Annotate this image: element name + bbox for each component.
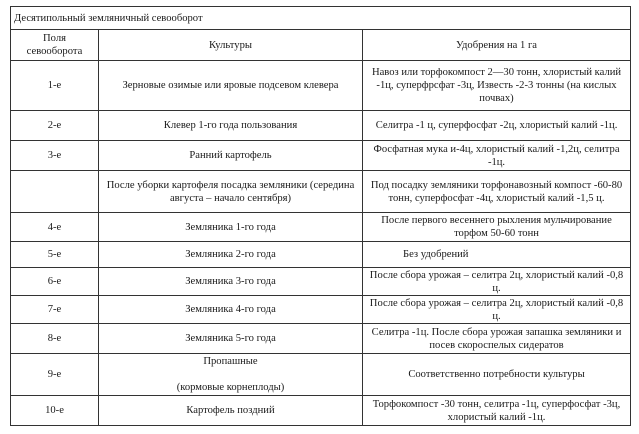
row-crop: Зерновые озимые или яровые подсевом клевера xyxy=(99,61,363,111)
header-crop: Культуры xyxy=(99,30,363,61)
table-title-row xyxy=(11,7,631,30)
table-row xyxy=(11,111,631,141)
table-row xyxy=(11,396,631,426)
row-crop xyxy=(99,354,363,396)
header-fertilizer: Удобрения на 1 га xyxy=(363,30,631,61)
table-row xyxy=(11,296,631,324)
row-fertilizer: Без удобрений xyxy=(363,242,631,268)
table-row xyxy=(11,141,631,171)
row-fertilizer: После первого весеннего рыхления мульчирование торфом 50-60 тонн xyxy=(363,213,631,242)
row-crop: Клевер 1-го года пользования xyxy=(99,111,363,141)
row-field: 8-е xyxy=(11,324,99,354)
table-row xyxy=(11,213,631,242)
row-field: 3-е xyxy=(11,141,99,171)
row-crop: Земляника 5-го года xyxy=(99,324,363,354)
row-fertilizer: Торфокомпост -30 тонн, селитра -1ц, суперфосфат -3ц, хлористый калий -1ц. xyxy=(363,396,631,426)
row-field: 4-е xyxy=(11,213,99,242)
row-crop-spacer xyxy=(102,368,359,381)
row-crop: Земляника 4-го года xyxy=(99,296,363,324)
row-crop-line: Пропашные xyxy=(203,356,258,367)
table-row xyxy=(11,61,631,111)
table-row xyxy=(11,324,631,354)
table-row xyxy=(11,242,631,268)
table-row xyxy=(11,268,631,296)
row-field: 6-е xyxy=(11,268,99,296)
table-title: Десятипольный земляничный севооборот xyxy=(11,7,631,30)
row-field: 9-е xyxy=(11,354,99,396)
row-crop: Картофель поздний xyxy=(99,396,363,426)
row-fertilizer: После сбора урожая – селитра 2ц, хлористый калий -0,8 ц. xyxy=(363,268,631,296)
row-fertilizer: Селитра -1 ц, суперфосфат -2ц, хлористый калий -1ц. xyxy=(363,111,631,141)
row-field: 10-е xyxy=(11,396,99,426)
row-field: 2-е xyxy=(11,111,99,141)
row-field: 1-е xyxy=(11,61,99,111)
row-fertilizer: Навоз или торфокомпост 2—30 тонн, хлористый калий -1ц, суперфрсфат -3ц, Известь -2-3 тонны (на кислых почвах) xyxy=(363,61,631,111)
row-field: 5-е xyxy=(11,242,99,268)
row-field: 7-е xyxy=(11,296,99,324)
row-crop: После уборки картофеля посадка земляники (середина августа – начало сентября) xyxy=(99,171,363,213)
row-crop: Земляника 3-го года xyxy=(99,268,363,296)
header-field: Поля севооборота xyxy=(11,30,99,61)
row-fertilizer: Соответственно потребности культуры xyxy=(363,354,631,396)
row-crop-line: (кормовые корнеплоды) xyxy=(176,382,285,393)
table-header-row xyxy=(11,30,631,61)
row-fertilizer: Под посадку земляники торфонавозный компост -60-80 тонн, суперфосфат -4ц, хлористый калий -1,5 ц. xyxy=(363,171,631,213)
row-fertilizer: Селитра -1ц. После сбора урожая запашка земляники и посев скороспелых сидератов xyxy=(363,324,631,354)
row-fertilizer: После сбора урожая – селитра 2ц, хлористый калий -0,8 ц. xyxy=(363,296,631,324)
row-crop: Ранний картофель xyxy=(99,141,363,171)
table-row xyxy=(11,171,631,213)
row-fertilizer: Фосфатная мука и-4ц, хлористый калий -1,2ц, селитра -1ц. xyxy=(363,141,631,171)
row-crop: Земляника 1-го года xyxy=(99,213,363,242)
crop-rotation-table xyxy=(10,6,631,426)
row-crop: Земляника 2-го года xyxy=(99,242,363,268)
table-row xyxy=(11,354,631,396)
row-field xyxy=(11,171,99,213)
